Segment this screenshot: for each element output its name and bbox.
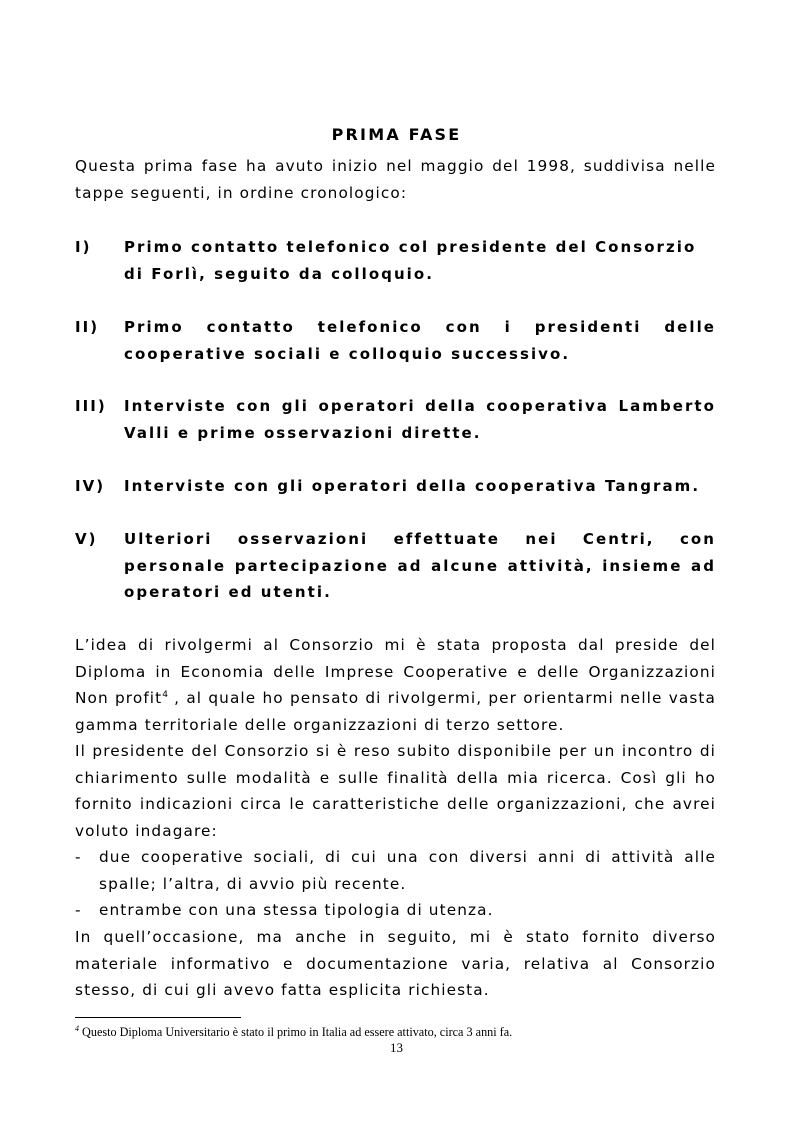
phase-number: I) bbox=[75, 238, 92, 256]
body-text: L’idea di rivolgermi al Consorzio mi è stata proposta dal preside del Diploma in Economia delle Imprese Cooperative e delle Organizzazioni Non profit bbox=[75, 636, 716, 707]
phase-number: III) bbox=[75, 397, 107, 415]
phase-text: Interviste con gli operatori della cooperativa Lamberto Valli e prime osservazioni dirette. bbox=[124, 397, 716, 442]
list-dash: - bbox=[75, 901, 82, 919]
body-paragraph-3: In quell’occasione, ma anche in seguito, mi è stato fornito diverso materiale informativo e documentazione varia, relativa al Consorzio stesso, di cui gli avevo fatta esplicita richiesta. bbox=[75, 928, 716, 999]
body-text: , al quale ho pensato di rivolgermi, per orientarmi nelle vasta gamma territoriale delle organizzazioni di terzo settore. bbox=[75, 689, 716, 734]
list-dash: - bbox=[75, 848, 82, 866]
phase-number: IV) bbox=[75, 477, 106, 495]
footnote-reference: 4 bbox=[162, 689, 168, 700]
phase-item-3 bbox=[75, 393, 716, 446]
phase-item-4 bbox=[75, 473, 716, 500]
body-paragraph-2: Il presidente del Consorzio si è reso subito disponibile per un incontro di chiarimento sulle modalità e sulle finalità della mia ricerca. Così gli ho fornito indicazioni circa le caratteristiche delle organizzazioni, che avrei voluto indagare: bbox=[75, 742, 716, 840]
phase-text: Interviste con gli operatori della cooperativa Tangram. bbox=[124, 477, 701, 495]
body-paragraph-1 bbox=[75, 632, 716, 738]
page-number: 13 bbox=[390, 1040, 403, 1055]
footnote-number: 4 bbox=[75, 1023, 79, 1033]
phase-text: Primo contatto telefonico col presidente del Consorzio di Forlì, seguito da colloquio. bbox=[124, 238, 697, 283]
list-item-text: due cooperative sociali, di cui una con diversi anni di attività alle spalle; l’altra, di avvio più recente. bbox=[99, 848, 716, 893]
list-item bbox=[75, 897, 716, 924]
phase-item-1 bbox=[75, 234, 716, 287]
intro-paragraph: Questa prima fase ha avuto inizio nel maggio del 1998, suddivisa nelle tappe seguenti, in ordine cronologico: bbox=[75, 157, 716, 202]
phase-text: Ulteriori osservazioni effettuate nei Centri, con personale partecipazione ad alcune attività, insieme ad operatori ed utenti. bbox=[124, 530, 716, 601]
list-item bbox=[75, 844, 716, 897]
phase-number: V) bbox=[75, 530, 98, 548]
phase-text: Primo contatto telefonico con i presidenti delle cooperative sociali e colloquio successivo. bbox=[124, 318, 716, 363]
phase-number: II) bbox=[75, 318, 100, 336]
footnote bbox=[75, 1024, 716, 1040]
footnote-separator bbox=[75, 1017, 241, 1018]
section-heading: PRIMA FASE bbox=[331, 125, 462, 144]
list-item-text: entrambe con una stessa tipologia di utenza. bbox=[99, 901, 494, 919]
phase-item-5 bbox=[75, 526, 716, 606]
phase-item-2 bbox=[75, 314, 716, 367]
footnote-text: Questo Diploma Universitario è stato il primo in Italia ad essere attivato, circa 3 anni fa. bbox=[79, 1025, 513, 1039]
